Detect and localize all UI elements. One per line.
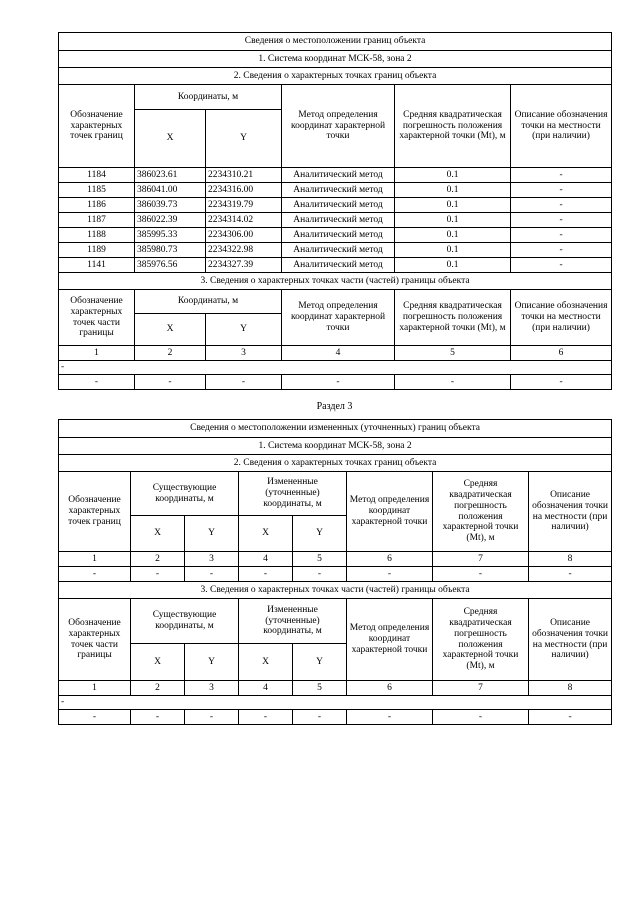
col-number: 5 <box>395 346 511 361</box>
header-point: Обозначение характерных точек границ <box>59 472 131 552</box>
parts-number-row <box>59 346 612 361</box>
header-changed: Измененные (уточненные) координаты, м <box>239 472 347 516</box>
parts-header-existing: Существующие координаты, м <box>131 599 239 644</box>
method-cell: Аналитический метод <box>282 198 395 213</box>
parts-empty-row <box>59 375 612 390</box>
col-number: 5 <box>293 552 347 567</box>
parts-header-point: Обозначение характерных точек части границы <box>59 599 131 681</box>
col-number: 1 <box>59 552 131 567</box>
desc-cell: - <box>511 258 612 273</box>
error-cell: 0.1 <box>395 198 511 213</box>
parts-header-error: Средняя квадратическая погрешность положения характерной точки (Mt), м <box>433 599 529 681</box>
empty-cell: - <box>59 567 131 582</box>
parts-header-x: X <box>239 644 293 681</box>
point-id-cell: 1187 <box>59 213 135 228</box>
empty-cell: - <box>185 567 239 582</box>
x-cell: 385980.73 <box>135 243 206 258</box>
empty-cell: - <box>395 375 511 390</box>
changed-boundary-table <box>58 419 612 725</box>
coordinate-system: 1. Система координат МСК-58, зона 2 <box>59 438 612 455</box>
parts-header-desc: Описание обозначения точки на местности (при наличии) <box>529 599 612 681</box>
coordinate-system: 1. Система координат МСК-58, зона 2 <box>59 51 612 68</box>
y-cell: 2234314.02 <box>206 213 282 228</box>
empty-cell: - <box>433 567 529 582</box>
parts-header-y: Y <box>206 314 282 346</box>
header-point: Обозначение характерных точек границ <box>59 85 135 168</box>
col-number: 1 <box>59 681 131 696</box>
empty-cell: - <box>206 375 282 390</box>
col-number: 6 <box>511 346 612 361</box>
empty-cell: - <box>529 710 612 725</box>
empty-cell: - <box>293 567 347 582</box>
x-cell: 386041.00 <box>135 183 206 198</box>
table-row <box>59 168 612 183</box>
method-cell: Аналитический метод <box>282 213 395 228</box>
parts-section-title: 3. Сведения о характерных точках части (частей) границы объекта <box>59 582 612 599</box>
empty-cell: - <box>135 375 206 390</box>
parts-header-y: Y <box>185 644 239 681</box>
empty-row <box>59 567 612 582</box>
y-cell: 2234327.39 <box>206 258 282 273</box>
table-row <box>59 258 612 273</box>
empty-cell: - <box>239 567 293 582</box>
desc-cell: - <box>511 228 612 243</box>
header-existing: Существующие координаты, м <box>131 472 239 516</box>
parts-dash-row: - <box>59 696 612 710</box>
section-3-label: Раздел 3 <box>316 401 353 412</box>
point-id-cell: 1141 <box>59 258 135 273</box>
empty-cell: - <box>282 375 395 390</box>
table-row <box>59 228 612 243</box>
table-row <box>59 183 612 198</box>
y-cell: 2234322.98 <box>206 243 282 258</box>
table-row <box>59 213 612 228</box>
col-number: 4 <box>239 681 293 696</box>
header-x: X <box>131 516 185 552</box>
empty-cell: - <box>59 375 135 390</box>
number-row <box>59 552 612 567</box>
x-cell: 385976.56 <box>135 258 206 273</box>
col-number: 8 <box>529 681 612 696</box>
desc-cell: - <box>511 183 612 198</box>
empty-cell: - <box>511 375 612 390</box>
parts-header-changed: Измененные (уточненные) координаты, м <box>239 599 347 644</box>
y-cell: 2234316.00 <box>206 183 282 198</box>
y-cell: 2234319.79 <box>206 198 282 213</box>
empty-cell: - <box>433 710 529 725</box>
point-id-cell: 1186 <box>59 198 135 213</box>
header-y: Y <box>206 110 282 168</box>
empty-cell: - <box>59 710 131 725</box>
header-method: Метод определения координат характерной точки <box>347 472 433 552</box>
empty-cell: - <box>185 710 239 725</box>
col-number: 6 <box>347 681 433 696</box>
header-desc: Описание обозначения точки на местности (при наличии) <box>529 472 612 552</box>
col-number: 3 <box>185 552 239 567</box>
desc-cell: - <box>511 243 612 258</box>
header-x: X <box>135 110 206 168</box>
col-number: 7 <box>433 552 529 567</box>
parts-header-x: X <box>135 314 206 346</box>
error-cell: 0.1 <box>395 168 511 183</box>
header-error: Средняя квадратическая погрешность положения характерной точки (Mt), м <box>433 472 529 552</box>
table-title: Сведения о местоположении измененных (уточненных) границ объекта <box>59 420 612 438</box>
parts-header-coords: Координаты, м <box>135 290 282 314</box>
empty-cell: - <box>529 567 612 582</box>
table-title: Сведения о местоположении границ объекта <box>59 33 612 51</box>
parts-header-point: Обозначение характерных точек части границы <box>59 290 135 346</box>
desc-cell: - <box>511 198 612 213</box>
col-number: 3 <box>206 346 282 361</box>
error-cell: 0.1 <box>395 258 511 273</box>
x-cell: 386023.61 <box>135 168 206 183</box>
col-number: 1 <box>59 346 135 361</box>
col-number: 2 <box>131 681 185 696</box>
empty-cell: - <box>293 710 347 725</box>
parts-section-title: 3. Сведения о характерных точках части (частей) границы объекта <box>59 273 612 290</box>
method-cell: Аналитический метод <box>282 168 395 183</box>
header-x: X <box>239 516 293 552</box>
point-id-cell: 1189 <box>59 243 135 258</box>
empty-cell: - <box>347 567 433 582</box>
parts-header-desc: Описание обозначения точки на местности (при наличии) <box>511 290 612 346</box>
header-desc: Описание обозначения точки на местности (при наличии) <box>511 85 612 168</box>
error-cell: 0.1 <box>395 243 511 258</box>
error-cell: 0.1 <box>395 183 511 198</box>
points-section-title: 2. Сведения о характерных точках границ объекта <box>59 68 612 85</box>
col-number: 2 <box>131 552 185 567</box>
method-cell: Аналитический метод <box>282 243 395 258</box>
error-cell: 0.1 <box>395 228 511 243</box>
col-number: 7 <box>433 681 529 696</box>
col-number: 5 <box>293 681 347 696</box>
parts-header-method: Метод определения координат характерной точки <box>282 290 395 346</box>
y-cell: 2234306.00 <box>206 228 282 243</box>
point-id-cell: 1188 <box>59 228 135 243</box>
parts-header-method: Метод определения координат характерной точки <box>347 599 433 681</box>
header-error: Средняя квадратическая погрешность положения характерной точки (Mt), м <box>395 85 511 168</box>
col-number: 4 <box>282 346 395 361</box>
method-cell: Аналитический метод <box>282 258 395 273</box>
parts-header-y: Y <box>293 644 347 681</box>
error-cell: 0.1 <box>395 213 511 228</box>
col-number: 6 <box>347 552 433 567</box>
header-y: Y <box>293 516 347 552</box>
table-row <box>59 243 612 258</box>
empty-cell: - <box>347 710 433 725</box>
parts-number-row <box>59 681 612 696</box>
method-cell: Аналитический метод <box>282 228 395 243</box>
x-cell: 385995.33 <box>135 228 206 243</box>
boundary-table <box>58 32 612 390</box>
col-number: 2 <box>135 346 206 361</box>
header-method: Метод определения координат характерной точки <box>282 85 395 168</box>
method-cell: Аналитический метод <box>282 183 395 198</box>
header-y: Y <box>185 516 239 552</box>
parts-header-error: Средняя квадратическая погрешность положения характерной точки (Mt), м <box>395 290 511 346</box>
desc-cell: - <box>511 168 612 183</box>
empty-cell: - <box>131 710 185 725</box>
point-id-cell: 1184 <box>59 168 135 183</box>
parts-dash-row: - <box>59 361 612 375</box>
y-cell: 2234310.21 <box>206 168 282 183</box>
table-row <box>59 198 612 213</box>
col-number: 4 <box>239 552 293 567</box>
header-coords: Координаты, м <box>135 85 282 110</box>
parts-empty-row <box>59 710 612 725</box>
col-number: 3 <box>185 681 239 696</box>
x-cell: 386022.39 <box>135 213 206 228</box>
points-section-title: 2. Сведения о характерных точках границ объекта <box>59 455 612 472</box>
parts-header-x: X <box>131 644 185 681</box>
col-number: 8 <box>529 552 612 567</box>
x-cell: 386039.73 <box>135 198 206 213</box>
point-id-cell: 1185 <box>59 183 135 198</box>
desc-cell: - <box>511 213 612 228</box>
empty-cell: - <box>239 710 293 725</box>
empty-cell: - <box>131 567 185 582</box>
